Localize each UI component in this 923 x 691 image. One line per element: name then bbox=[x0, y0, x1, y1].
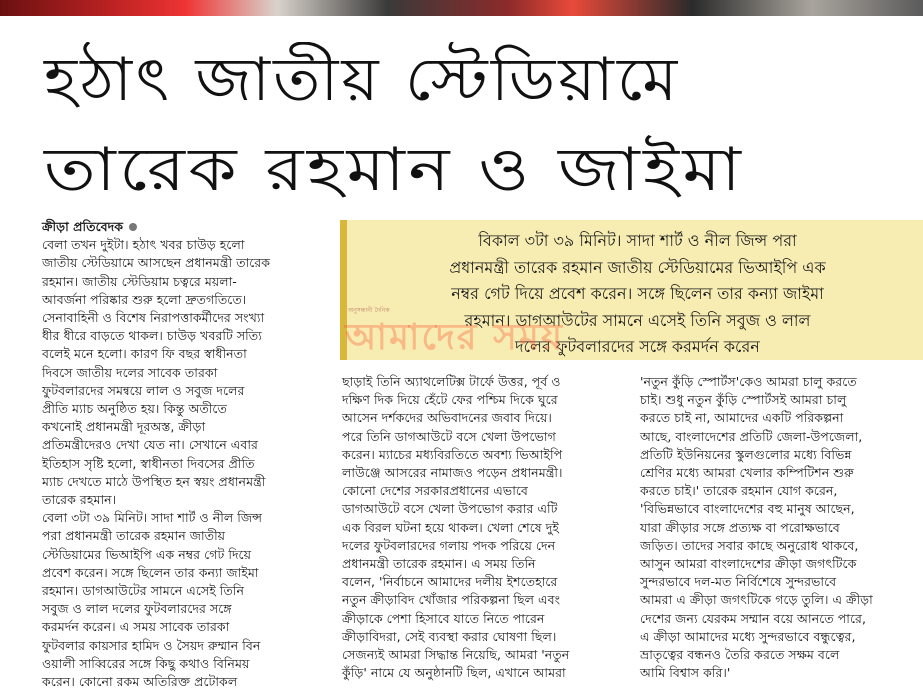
text-line: আসুন আমরা বাংলাদেশের ক্রীড়া জগৎটিকে bbox=[640, 556, 857, 572]
text-line: সবুজ ও লাল দলের ফুটবলারদের সঙ্গে bbox=[42, 601, 232, 617]
text-line: ম্যাচ দেখতে মাঠে উপস্থিত হন স্বয়ং প্রধানমন্ত্রী bbox=[42, 473, 266, 489]
text-line: পরা প্রধানমন্ত্রী তারেক রহমান জাতীয় bbox=[42, 528, 226, 544]
text-line: বলেই মনে হলো। কারণ ফি বছর স্বাধীনতা bbox=[42, 346, 247, 362]
highlight-line: রহমান। ডাগআউটের সামনে এসেই তিনি সবুজ ও লাল bbox=[464, 310, 811, 330]
text-line: বেলা ৩টা ৩৯ মিনিট। সাদা শার্ট ও নীল জিন্স bbox=[42, 510, 263, 526]
article-column-3 bbox=[640, 373, 923, 682]
text-line: জাতীয় স্টেডিয়ামে আসছেন প্রধানমন্ত্রী তারেক bbox=[42, 255, 271, 271]
text-line: 'বিভিন্নভাবে বাংলাদেশের বহু মানুষ আছেন, bbox=[640, 501, 855, 517]
highlight-line: প্রধানমন্ত্রী তারেক রহমান জাতীয় স্টেডিয়ামের ভিআইপি এক bbox=[449, 257, 826, 277]
article-column-1 bbox=[42, 218, 342, 691]
watermark-tagline: অনুসন্ধানী দৈনিক bbox=[348, 307, 390, 314]
text-line: ছাড়াই তিনি অ্যাথলেটিক্স টার্ফে উত্তর, পূর্ব ও bbox=[342, 374, 561, 389]
headline-line-2: তারেক রহমান ও জাইমা bbox=[44, 135, 745, 205]
text-line: করেন। কোনো রকম অতিরিক্ত প্রটোকল bbox=[42, 674, 238, 690]
paragraph-2 bbox=[42, 509, 342, 691]
text-line: ফুটবলার কায়সার হামিদ ও সৈয়দ রুম্মান বিন bbox=[42, 637, 261, 653]
headline-line-1: হঠাৎ জাতীয় স্টেডিয়ামে bbox=[44, 45, 681, 115]
text-line: ভ্রাতৃত্বের বন্ধনও তৈরি করতে সক্ষম বলে bbox=[640, 647, 840, 663]
text-line: ওয়ালী সাব্বিরের সঙ্গে কিছু কথাও বিনিময় bbox=[42, 655, 250, 671]
text-line: রহমান। ডাগআউটের সামনে এসেই তিনি bbox=[42, 583, 244, 599]
watermark-logo: আমাদের সময় bbox=[345, 317, 565, 358]
text-line: চাই। শুধু নতুন কুঁড়ি স্পোর্টসই আমরা চালু bbox=[640, 392, 847, 408]
text-line: করতে চাই না, আমাদের একটি পরিকল্পনা bbox=[640, 410, 844, 426]
text-line: ডাগআউটে বসে খেলা উপভোগ করার এটি bbox=[342, 501, 558, 517]
text-line: সুন্দরভাবে দল-মত নির্বিশেষে সুন্দরভাবে bbox=[640, 574, 837, 590]
text-line: করেন। ম্যাচের মধ্যবিরতিতে অবশ্য ভিআইপি bbox=[342, 446, 563, 462]
text-line: করতে চাই।' তারেক রহমান যোগ করেন, bbox=[640, 483, 838, 499]
text-line: এক বিরল ঘটনা হয়ে থাকল। খেলা শেষে দুই bbox=[342, 519, 559, 535]
text-line: প্রতিমন্ত্রীদেরও দেখা যেত না। সেখানে এবার bbox=[42, 437, 258, 453]
text-line: আমি বিশ্বাস করি।' bbox=[640, 665, 731, 681]
text-line: রহমান। জাতীয় স্টেডিয়াম চত্বরে ময়লা- bbox=[42, 273, 237, 289]
text-line: ফুটবলারদের সমন্বয়ে লাল ও সবুজ দলের bbox=[42, 382, 245, 398]
text-line: দেশের জন্য যেরকম সম্মান বয়ে আনতে পারে, bbox=[640, 610, 866, 626]
text-line: কখনোই প্রধানমন্ত্রী দূরঅস্ত, ক্রীড়া bbox=[42, 419, 206, 435]
highlight-line: বিকাল ৩টা ৩৯ মিনিট। সাদা শার্ট ও নীল জিন্স পরা bbox=[478, 231, 797, 250]
text-line: কুঁড়ি' নামে যে অনুষ্ঠানটি ছিল, এখানে আমরা bbox=[342, 665, 566, 681]
text-line: তারেক রহমান। bbox=[42, 492, 117, 508]
text-line: আসেন দর্শকদের অভিবাদনের জবাব দিয়ে। bbox=[342, 410, 552, 426]
text-line: সেনাবাহিনী ও বিশেষ নিরাপত্তাকর্মীদের সংখ্যা bbox=[42, 310, 265, 326]
text-line: ধীর ধীরে বাড়তে থাকল। চাউড় খবরটি সত্যি bbox=[42, 328, 262, 344]
text-line: সেজন্যই আমরা সিদ্ধান্ত নিয়েছি, আমরা 'নতুন bbox=[342, 647, 570, 663]
text-line: আছে, বাংলাদেশের প্রতিটি জেলা-উপজেলা, bbox=[640, 428, 863, 444]
text-line: 'নতুন কুঁড়ি স্পোর্টস'কেও আমরা চালু করতে bbox=[640, 374, 857, 389]
text-line: আবর্জনা পরিষ্কার শুরু হলো দ্রুতগতিতে। bbox=[42, 291, 247, 307]
text-line: দলের ফুটবলারদের গলায় পদক পরিয়ে দেন bbox=[342, 537, 556, 553]
text-line: দক্ষিণ দিক দিয়ে হেঁটে ফের পশ্চিম দিকে ঘুরে bbox=[342, 392, 558, 408]
article-column-2 bbox=[342, 373, 618, 682]
text-line: বলেন, 'নির্বাচনে আমাদের দলীয় ইশতেহারে bbox=[342, 574, 558, 590]
text-line: ক্রীড়াকে পেশা হিসাবে যাতে নিতে পারেন bbox=[342, 610, 545, 626]
text-line: ক্রীড়াবিদরা, সেই ব্যবস্থা করার ঘোষণা ছিল। bbox=[342, 628, 557, 644]
text-line: প্রতিটি ইউনিয়নের স্কুলগুলোর মধ্যে বিভিন্ন bbox=[640, 446, 852, 462]
text-line: নতুন ক্রীড়াবিদ খোঁজার পরিকল্পনা ছিল এবং bbox=[342, 592, 561, 608]
text-line: শ্রেণির মধ্যে আমরা খেলার কম্পিটিশন শুরু bbox=[640, 465, 854, 481]
text-line: জড়িত। তাদের সবার কাছে অনুরোধ থাকবে, bbox=[640, 537, 859, 553]
highlight-line: দলের ফুটবলারদের সঙ্গে করমর্দন করেন bbox=[515, 337, 760, 356]
text-line: আমরা এ ক্রীড়া জগৎটিকে গড়ে তুলি। এ ক্রীড়া bbox=[640, 592, 873, 608]
text-line: পরে তিনি ডাগআউটে বসে খেলা উপভোগ bbox=[342, 428, 556, 444]
text-line: স্টেডিয়ামের ভিআইপি এক নম্বর গেট দিয়ে bbox=[42, 546, 252, 562]
text-line: লাউঞ্জে আসরের নামাজও পড়েন প্রধানমন্ত্রী। bbox=[342, 465, 563, 481]
text-line: কোনো দেশের সরকারপ্রধানের এভাবে bbox=[342, 483, 528, 499]
text-line: এ ক্রীড়া আমাদের মধ্যে সুন্দরভাবে বন্ধুত্বের, bbox=[640, 628, 856, 644]
text-line: প্রবেশ করেন। সঙ্গে ছিলেন তার কন্যা জাইমা bbox=[42, 564, 259, 580]
text-line: করমর্দন করেন। এ সময় সাবেক তারকা bbox=[42, 619, 230, 635]
text-line: প্রীতি ম্যাচ অনুষ্ঠিত হয়। কিন্তু অতীতে bbox=[42, 401, 227, 417]
byline bbox=[42, 218, 342, 236]
paragraph-1 bbox=[42, 236, 342, 509]
byline-text: ক্রীড়া প্রতিবেদক bbox=[42, 219, 124, 234]
photo-strip bbox=[0, 0, 923, 16]
text-line: যারা ক্রীড়ার সঙ্গে প্রত্যক্ষ বা পরোক্ষভাবে bbox=[640, 519, 840, 535]
text-line: বেলা তখন দুইটা। হঠাৎ খবর চাউড় হলো bbox=[42, 237, 245, 253]
text-line: প্রধানমন্ত্রী তারেক রহমান। এ সময় তিনি bbox=[342, 556, 536, 572]
text-line: দিবসে জাতীয় দলের সাবেক তারকা bbox=[42, 364, 218, 380]
highlight-line: নম্বর গেট দিয়ে প্রবেশ করেন। সঙ্গে ছিলেন তার কন্যা জাইমা bbox=[451, 284, 824, 303]
byline-dot-icon bbox=[129, 223, 137, 231]
text-line: ইতিহাস সৃষ্টি হলো, স্বাধীনতা দিবসের প্রীতি bbox=[42, 455, 255, 471]
